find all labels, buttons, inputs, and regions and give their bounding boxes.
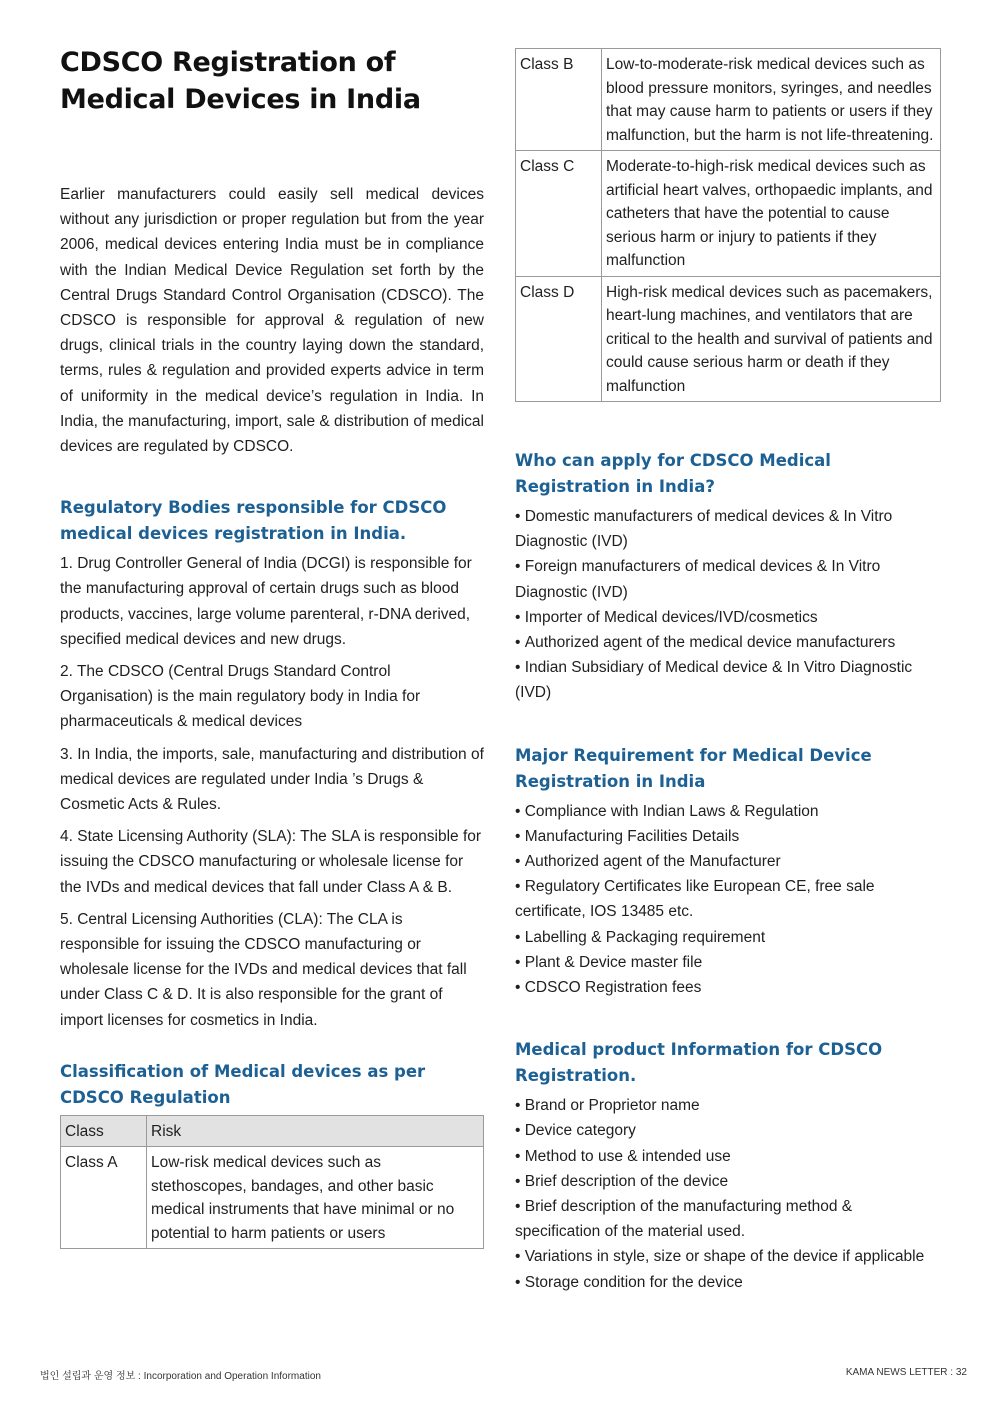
list-item: • CDSCO Registration fees	[515, 975, 941, 1000]
list-item: • Method to use & intended use	[515, 1144, 941, 1169]
regulatory-item: 1. Drug Controller General of India (DCGI) is responsible for the manufacturing approval of certain drugs such as blood products, vaccines, large volume parenteral, r-DNA derived, specified medical devices and new drugs.	[60, 555, 472, 648]
header-risk: Risk	[147, 1115, 484, 1147]
footer-page-number: KAMA NEWS LETTER : 32	[845, 1367, 967, 1378]
table-row	[516, 49, 941, 151]
list-item: • Brief description of the manufacturing method & specification of the material used.	[515, 1194, 941, 1244]
list-item: • Compliance with Indian Laws & Regulation	[515, 799, 941, 824]
regulatory-item: 2. The CDSCO (Central Drugs Standard Control Organisation) is the main regulatory body in India for pharmaceuticals & medical devices	[60, 663, 421, 731]
page-title: CDSCO Registration of Medical Devices in India	[60, 47, 421, 115]
intro-paragraph: Earlier manufacturers could easily sell medical devices without any jurisdiction or proper regulation but from the year 2006, medical devices entering India must be in compliance with the Indian Medical Device Regulation set forth by the Central Drugs Standard Control Organisation (CDSCO). The CDSCO is responsible for approval & regulation of new drugs, clinical trials in the country laying down the standard, terms, rules & regulation and provided experts advice in term of uniformity in the medical device’s regulation in India. In India, the manufacturing, import, sale & distribution of medical devices are regulated by CDSCO.	[60, 186, 484, 456]
classification-heading: Classification of Medical devices as per CDSCO Regulation	[60, 1061, 426, 1107]
risk-cell: Low-to-moderate-risk medical devices such as blood pressure monitors, syringes, and needles that may cause harm to patients or users if they malfunction, but the harm is not life-threatening.	[602, 49, 941, 151]
class-cell: Class C	[516, 151, 602, 277]
regulatory-item: 3. In India, the imports, sale, manufacturing and distribution of medical devices are regulated under India ’s Drugs & Cosmetic Acts & Rules.	[60, 745, 484, 814]
left-column	[60, 44, 484, 1249]
list-item: • Brand or Proprietor name	[515, 1093, 941, 1118]
regulatory-heading: Regulatory Bodies responsible for CDSCO medical devices registration in India.	[60, 498, 447, 544]
regulatory-item: 5. Central Licensing Authorities (CLA): The CLA is responsible for issuing the CDSCO manufacturing or wholesale license for the IVDs and medical devices that fall under Class C & D. It is also responsible for the grant of import licenses for cosmetics in India.	[60, 910, 467, 1029]
class-cell: Class A	[61, 1147, 147, 1249]
list-item: • Domestic manufacturers of medical devices & In Vitro Diagnostic (IVD)	[515, 504, 941, 554]
table-row	[516, 276, 941, 402]
risk-cell: Low-risk medical devices such as stethoscopes, bandages, and other basic medical instruments that have minimal or no potential to harm patients or users	[147, 1147, 484, 1249]
classification-table-part-2	[515, 48, 941, 402]
classification-table-part-1	[60, 1115, 484, 1250]
regulatory-item: 4. State Licensing Authority (SLA): The SLA is responsible for issuing the CDSCO manufacturing or wholesale license for the IVDs and medical devices that fall under Class A & B.	[60, 828, 482, 896]
right-column	[515, 48, 941, 1295]
list-item: • Authorized agent of the medical device manufacturers	[515, 630, 941, 655]
who-apply-list	[515, 504, 941, 706]
product-info-list	[515, 1093, 941, 1295]
list-item: • Device category	[515, 1118, 941, 1143]
list-item: • Foreign manufacturers of medical devices & In Vitro Diagnostic (IVD)	[515, 554, 941, 604]
list-item: • Authorized agent of the Manufacturer	[515, 849, 941, 874]
table-header-row	[61, 1115, 484, 1147]
list-item: • Labelling & Packaging requirement	[515, 925, 941, 950]
table-row	[61, 1147, 484, 1249]
list-item: • Regulatory Certificates like European CE, free sale certificate, IOS 13485 etc.	[515, 874, 941, 924]
header-class: Class	[61, 1115, 147, 1147]
product-info-heading: Medical product Information for CDSCO Registration.	[515, 1040, 883, 1086]
list-item: • Storage condition for the device	[515, 1270, 941, 1295]
requirements-list	[515, 799, 941, 1001]
who-apply-heading: Who can apply for CDSCO Medical Registration in India?	[515, 451, 831, 496]
footer-section-label: 법인 설립과 운영 정보 : Incorporation and Operation Information	[40, 1371, 321, 1382]
list-item: • Importer of Medical devices/IVD/cosmetics	[515, 605, 941, 630]
class-cell: Class B	[516, 49, 602, 151]
list-item: • Brief description of the device	[515, 1169, 941, 1194]
requirements-heading: Major Requirement for Medical Device Registration in India	[515, 745, 872, 791]
list-item: • Manufacturing Facilities Details	[515, 824, 941, 849]
list-item: • Plant & Device master file	[515, 950, 941, 975]
table-row	[516, 151, 941, 277]
class-cell: Class D	[516, 276, 602, 402]
risk-cell: High-risk medical devices such as pacemakers, heart-lung machines, and ventilators that are critical to the health and survival of patients and could cause serious harm or death if they malfunction	[602, 276, 941, 402]
risk-cell: Moderate-to-high-risk medical devices such as artificial heart valves, orthopaedic implants, and catheters that have the potential to cause serious harm or injury to patients if they malfunction	[602, 151, 941, 277]
list-item: • Variations in style, size or shape of the device if applicable	[515, 1244, 941, 1269]
list-item: • Indian Subsidiary of Medical device & In Vitro Diagnostic (IVD)	[515, 655, 941, 705]
